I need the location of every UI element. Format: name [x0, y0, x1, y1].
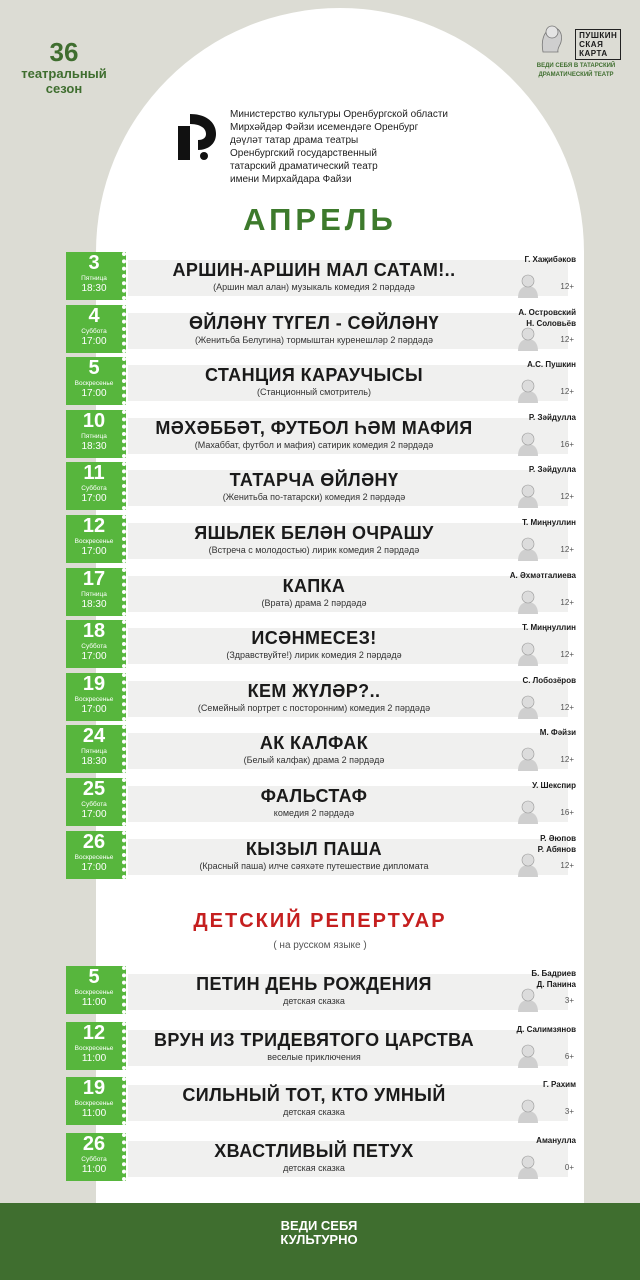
show-subtitle: комедия 2 пәрдәдә	[273, 808, 355, 818]
show-author	[476, 464, 576, 475]
age-rating: 6+	[564, 1051, 574, 1061]
pushkin-card-logo	[526, 16, 626, 79]
pushkin-card-tagline2: ДРАМАТИЧЕСКИЙ ТЕАТР	[538, 72, 614, 78]
author-portrait-icon	[514, 325, 542, 351]
show-weekday: Суббота	[81, 1155, 107, 1163]
show-time: 11:00	[81, 1108, 107, 1120]
show-weekday: Воскресенье	[74, 695, 114, 703]
kids-language-note: ( на русском языке )	[273, 940, 367, 951]
age-rating: 12+	[560, 702, 574, 712]
show-date-tab	[66, 725, 126, 773]
show-date-tab	[66, 568, 126, 616]
age-rating: 12+	[560, 755, 574, 765]
show-author-name: Т. Миңнуллин	[522, 518, 576, 527]
show-author	[476, 412, 576, 423]
ministry-line: имени Мирхайдара Файзи	[230, 174, 352, 185]
show-time: 17:00	[81, 861, 107, 873]
show-author-name: Аманулла	[536, 1135, 576, 1145]
author-portrait-icon	[514, 1153, 542, 1179]
show-row	[66, 410, 582, 458]
age-rating: 12+	[560, 650, 574, 660]
show-title-block	[128, 470, 500, 503]
show-weekday: Воскресенье	[74, 989, 114, 996]
show-row	[66, 357, 582, 405]
season-badge	[14, 38, 114, 96]
show-row	[66, 1077, 582, 1125]
show-subtitle: детская сказка	[283, 1107, 345, 1118]
show-title-block	[128, 974, 500, 1007]
show-subtitle: (Красный паша) илче сәяхәте путешествие дипломата	[199, 860, 429, 871]
show-time: 18:30	[81, 598, 107, 610]
show-title-block	[128, 628, 500, 661]
show-author-name: Г. Рахим	[543, 1080, 576, 1090]
show-title-block	[128, 681, 500, 714]
show-title-block	[128, 523, 500, 556]
show-date-tab	[66, 1077, 126, 1125]
vedi-sebya-kulturno-logo	[256, 1216, 382, 1248]
month-title: АПРЕЛЬ	[243, 202, 397, 237]
show-day: 10	[82, 409, 106, 432]
show-date-tab	[66, 1133, 126, 1181]
show-row	[66, 620, 582, 668]
show-weekday: Суббота	[81, 327, 107, 335]
show-date-tab	[66, 966, 126, 1014]
show-subtitle: (Аршин мал алан) музыкаль комедия 2 пәрдәдә	[213, 282, 415, 292]
footer-bar	[0, 1203, 640, 1280]
age-rating: 3+	[564, 996, 574, 1005]
author-portrait-icon	[514, 798, 542, 824]
pushkin-card-tagline1: ВЕДИ СЕБЯ В ТАТАРСКИЙ	[536, 63, 616, 69]
show-time: 17:00	[81, 703, 107, 715]
show-subtitle: (Белый калфак) драма 2 пәрдәдә	[243, 755, 385, 766]
show-author	[476, 1024, 576, 1035]
show-weekday: Воскресенье	[74, 853, 114, 861]
show-date-tab	[66, 462, 126, 510]
show-author-name: Г. Хаҗибәков	[524, 255, 576, 264]
show-time: 11:00	[81, 997, 107, 1008]
show-date-tab	[66, 305, 126, 353]
show-author-name: Б. Бадриев	[531, 969, 576, 978]
age-rating: 12+	[560, 860, 574, 870]
show-day: 3	[88, 252, 100, 274]
author-portrait-icon	[514, 1042, 542, 1068]
show-subtitle: (Махаббат, футбол и мафия) сатирик комедия 2 пәрдәдә	[194, 439, 434, 450]
age-rating: 12+	[560, 282, 574, 291]
show-title-block	[128, 1030, 500, 1063]
show-time: 18:30	[81, 440, 107, 452]
show-author	[476, 359, 576, 370]
show-title: ӨЙЛӘНҮ ТҮГЕЛ - СӨЙЛӘНҮ	[189, 312, 439, 333]
show-day: 24	[82, 725, 106, 748]
show-author	[476, 254, 576, 265]
show-weekday: Пятница	[81, 590, 107, 598]
age-rating: 12+	[560, 597, 574, 607]
show-day: 12	[82, 515, 106, 537]
pushkin-card-line1: ПУШКИН	[579, 31, 618, 40]
show-time: 17:00	[81, 493, 107, 505]
ministry-text	[230, 108, 448, 186]
show-subtitle: (Женитьба по-татарски) комедия 2 пәрдәдә	[222, 492, 406, 503]
show-day: 25	[82, 778, 106, 800]
author-portrait-icon	[514, 377, 542, 403]
show-title-block	[128, 839, 500, 872]
show-date-tab	[66, 357, 126, 405]
show-weekday: Воскресенье	[74, 538, 114, 545]
show-subtitle: детская сказка	[283, 996, 345, 1006]
show-date-tab	[66, 778, 126, 826]
show-day: 26	[82, 830, 106, 853]
show-subtitle: веселые приключения	[267, 1051, 361, 1062]
show-title: АК КАЛФАК	[259, 733, 369, 754]
show-time: 18:30	[81, 283, 107, 294]
age-rating: 16+	[560, 439, 574, 449]
author-portrait-icon	[514, 272, 542, 298]
show-author	[476, 675, 576, 686]
show-title-block	[128, 365, 500, 398]
show-subtitle: детская сказка	[283, 1162, 345, 1173]
culture-logo-line1: ВЕДИ СЕБЯ	[280, 1218, 358, 1233]
show-row	[66, 673, 582, 721]
show-row	[66, 725, 582, 773]
show-time: 18:30	[81, 756, 107, 768]
age-rating: 16+	[560, 808, 574, 817]
show-title: ХВАСТЛИВЫЙ ПЕТУХ	[214, 1140, 414, 1161]
pushkin-card-wordmark	[575, 29, 621, 60]
show-title: ЯШЬЛЕК БЕЛӘН ОЧРАШУ	[194, 523, 434, 543]
show-row	[66, 568, 582, 616]
age-rating: 3+	[564, 1107, 574, 1117]
author-portrait-icon	[514, 986, 542, 1012]
culture-logo-line2: КУЛЬТУРНО	[280, 1232, 358, 1247]
show-title-block	[128, 733, 500, 766]
show-subtitle: (Здравствуйте!) лирик комедия 2 пәрдәдә	[226, 650, 402, 661]
theatre-logo-icon	[176, 112, 220, 162]
show-author	[476, 727, 576, 738]
show-row	[66, 252, 582, 300]
show-row	[66, 831, 582, 879]
show-weekday: Пятница	[81, 275, 107, 282]
show-title-block	[128, 260, 500, 293]
age-rating: 12+	[560, 387, 574, 397]
show-weekday: Суббота	[81, 485, 107, 493]
show-author-name: А. Әхмәтгалиева	[509, 570, 576, 580]
show-row	[66, 462, 582, 510]
show-author	[476, 1135, 576, 1146]
show-title: СТАНЦИЯ КАРАУЧЫСЫ	[204, 365, 424, 386]
show-title-block	[128, 1141, 500, 1174]
show-time: 11:00	[81, 1163, 107, 1175]
show-weekday: Воскресенье	[74, 1100, 114, 1108]
show-author-name: М. Фәйзи	[539, 728, 576, 738]
show-title-block	[128, 576, 500, 609]
show-date-tab	[66, 1022, 126, 1070]
ministry-line: татарский драматический театр	[230, 161, 378, 172]
show-title-block	[128, 1085, 500, 1118]
ministry-line: Мирхәйдәр Фәйзи исемендәге Оренбург	[230, 122, 419, 133]
show-subtitle: (Врата) драма 2 пәрдәдә	[261, 597, 367, 608]
show-author-name: Р. Зәйдулла	[528, 465, 576, 475]
season-number: 36	[49, 37, 79, 67]
show-title: АРШИН-АРШИН МАЛ САТАМ!..	[172, 260, 456, 280]
show-day: 4	[88, 304, 100, 327]
show-row	[66, 305, 582, 353]
show-time: 17:00	[81, 335, 107, 347]
show-row	[66, 1133, 582, 1181]
show-title-block	[128, 418, 500, 451]
show-weekday: Пятница	[81, 748, 107, 756]
author-portrait-icon	[514, 482, 542, 508]
show-date-tab	[66, 620, 126, 668]
season-label-line2: сезон	[45, 81, 83, 96]
author-portrait-icon	[514, 430, 542, 456]
show-subtitle: (Станционный смотритель)	[257, 387, 371, 398]
show-subtitle: (Встреча с молодостью) лирик комедия 2 пәрдәдә	[208, 545, 420, 555]
pushkin-card-line2: СКАЯ	[579, 40, 604, 49]
pushkin-bust-icon	[531, 16, 571, 56]
show-date-tab	[66, 673, 126, 721]
show-day: 5	[88, 966, 100, 988]
show-date-tab	[66, 410, 126, 458]
show-date-tab	[66, 515, 126, 563]
age-rating: 12+	[560, 545, 574, 554]
show-author	[476, 517, 576, 528]
show-author-name: Н. Соловьёв	[526, 318, 576, 328]
show-title: ПЕТИН ДЕНЬ РОЖДЕНИЯ	[196, 974, 432, 994]
show-author-name: Т. Миңнуллин	[522, 623, 576, 633]
show-time: 11:00	[81, 1052, 107, 1064]
author-portrait-icon	[514, 745, 542, 771]
age-rating: 0+	[564, 1162, 574, 1172]
kids-repertoire-title: ДЕТСКИЙ РЕПЕРТУАР	[193, 910, 447, 932]
show-row	[66, 1022, 582, 1070]
show-title-block	[128, 313, 500, 346]
age-rating: 12+	[560, 492, 574, 502]
show-title-block	[128, 786, 500, 819]
show-title: ВРУН ИЗ ТРИДЕВЯТОГО ЦАРСТВА	[153, 1029, 475, 1050]
show-author-name: А. Островский	[518, 307, 576, 317]
show-author-name: У. Шекспир	[532, 781, 576, 790]
show-weekday: Суббота	[81, 643, 107, 651]
show-time: 17:00	[81, 651, 107, 663]
show-author-name: А.С. Пушкин	[527, 360, 576, 370]
show-day: 26	[82, 1132, 106, 1155]
show-row	[66, 966, 582, 1014]
author-portrait-icon	[514, 535, 542, 561]
show-weekday: Воскресенье	[74, 1044, 114, 1052]
show-author-name: Д. Салимзянов	[516, 1024, 576, 1034]
show-title: КЫЗЫЛ ПАША	[245, 838, 383, 859]
show-day: 12	[82, 1021, 106, 1044]
show-day: 5	[88, 357, 100, 380]
show-author-name: Р. Абянов	[537, 844, 576, 854]
show-author	[476, 570, 576, 581]
show-author	[476, 622, 576, 633]
show-title: ФАЛЬСТАФ	[260, 786, 368, 806]
ministry-line: дәүләт татар драма театры	[230, 135, 359, 146]
show-author-name: Д. Панина	[536, 980, 576, 989]
show-author-name: С. Лобозёров	[522, 675, 576, 685]
show-author	[476, 1079, 576, 1090]
show-time: 17:00	[81, 546, 107, 557]
show-title: КАПКА	[282, 575, 346, 596]
show-title: ИСӘНМЕСЕЗ!	[251, 628, 377, 649]
show-day: 17	[82, 567, 106, 590]
age-rating: 12+	[560, 334, 574, 344]
show-date-tab	[66, 831, 126, 879]
show-author-name: Р. Әюпов	[540, 833, 576, 843]
show-title: СИЛЬНЫЙ ТОТ, КТО УМНЫЙ	[182, 1085, 446, 1106]
show-day: 19	[82, 1077, 106, 1100]
show-title: МӘХӘББӘТ, ФУТБОЛ ҺӘМ МАФИЯ	[155, 417, 473, 438]
show-weekday: Пятница	[81, 432, 107, 440]
season-label-line1: театральный	[21, 66, 107, 81]
pushkin-card-line3: КАРТА	[579, 49, 608, 58]
show-title: КЕМ ЖҮЛӘР?..	[247, 680, 381, 701]
author-portrait-icon	[514, 693, 542, 719]
show-day: 11	[83, 462, 105, 485]
show-day: 19	[82, 672, 106, 695]
author-portrait-icon	[514, 588, 542, 614]
show-weekday: Суббота	[81, 801, 107, 808]
show-subtitle: (Семейный портрет с посторонним) комедия 2 пәрдәдә	[197, 702, 431, 713]
show-author-name: Р. Зәйдулла	[528, 412, 576, 422]
show-title: ТАТАРЧА ӨЙЛӘНҮ	[229, 470, 399, 491]
show-date-tab	[66, 252, 126, 300]
ministry-line: Министерство культуры Оренбургской области	[230, 109, 448, 120]
show-weekday: Воскресенье	[74, 380, 114, 388]
show-subtitle: (Женитьба Белугина) тормыштан куренешләр 2 пәрдәдә	[194, 334, 434, 345]
author-portrait-icon	[514, 640, 542, 666]
show-day: 18	[82, 620, 106, 643]
show-time: 17:00	[81, 809, 107, 820]
author-portrait-icon	[514, 851, 542, 877]
show-time: 17:00	[81, 388, 107, 400]
show-author	[476, 780, 576, 791]
ministry-line: Оренбургский государственный	[230, 148, 377, 159]
show-row	[66, 778, 582, 826]
author-portrait-icon	[514, 1097, 542, 1123]
show-row	[66, 515, 582, 563]
